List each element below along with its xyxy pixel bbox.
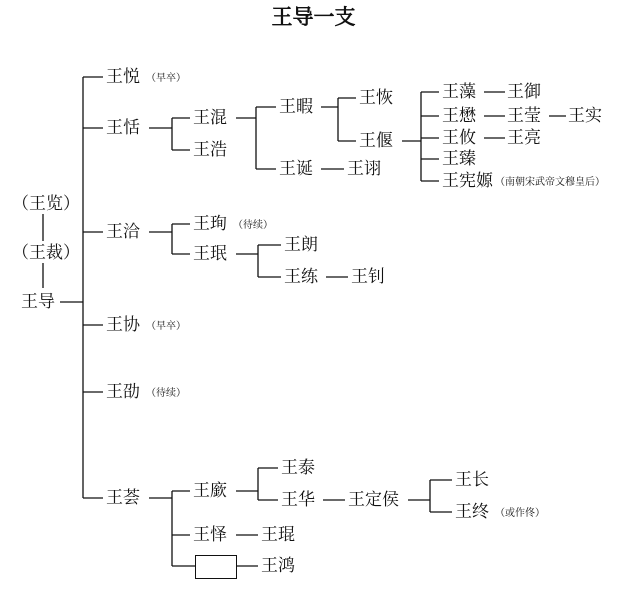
node-wang-chang: 王长	[455, 470, 489, 490]
node-wang-liang: 王亮	[507, 128, 541, 148]
node-wang-hao: 王浩	[193, 140, 227, 160]
node-wang-guai: 王怿	[193, 525, 227, 545]
node-wang-zhong: 王终 （或作佟）	[455, 502, 545, 522]
node-wang-shi: 王实	[568, 106, 602, 126]
node-wang-qia: 王洽	[106, 222, 140, 242]
node-wang-hui: 王荟	[106, 488, 140, 508]
node-wang-xianyuan: 王宪嫄 （南朝宋武帝文穆皇后）	[442, 171, 605, 191]
node-wang-xun: 王珣 （待续）	[193, 214, 273, 234]
node-wang-xia: 王暇	[279, 97, 313, 117]
node-wang-xu: 王诩	[347, 159, 381, 179]
node-wang-hun: 王混	[193, 108, 227, 128]
node-wang-zhao: 王钊	[351, 267, 385, 287]
node-wang-lang: 王朗	[284, 235, 318, 255]
node-wang-tian: 王恬	[106, 118, 140, 138]
node-wang-shao: 王劭 （待续）	[106, 382, 186, 402]
unknown-name-box	[195, 555, 237, 579]
root-wang-dao: 王导	[21, 292, 55, 312]
node-wang-ying: 王莹	[507, 106, 541, 126]
node-wang-zao: 王藻	[442, 82, 476, 102]
diagram-title: 王导一支	[271, 4, 356, 29]
node-wang-yu-6: 王御	[507, 82, 541, 102]
note-wang-xie: （早卒）	[146, 321, 186, 332]
node-wang-mao: 王懋	[442, 106, 476, 126]
note-wang-zhong: （或作佟）	[495, 508, 545, 519]
node-wang-yue: 王悦 （早卒）	[106, 67, 186, 87]
node-wang-yan: 王偃	[359, 131, 393, 151]
node-wang-lian: 王练	[284, 267, 318, 287]
node-wang-kun: 王琨	[261, 525, 295, 545]
node-wang-min: 王珉	[193, 244, 227, 264]
node-wang-kui: 王恢	[359, 88, 393, 108]
node-wang-dinghou: 王定侯	[348, 490, 399, 510]
node-wang-zhen: 王臻	[442, 149, 476, 169]
ancestor-wang-cai: （王裁）	[12, 243, 80, 263]
node-wang-dan: 王诞	[279, 159, 313, 179]
node-wang-hong: 王鸿	[261, 556, 295, 576]
node-wang-tai: 王泰	[281, 458, 315, 478]
node-wang-yi: 王廞	[193, 481, 227, 501]
note-wang-xun: （待续）	[233, 220, 273, 231]
note-wang-shao: （待续）	[146, 388, 186, 399]
node-wang-hua: 王华	[281, 490, 315, 510]
note-wang-xianyuan: （南朝宋武帝文穆皇后）	[495, 177, 605, 188]
note-wang-yue: （早卒）	[146, 73, 186, 84]
node-wang-you: 王攸	[442, 128, 476, 148]
ancestor-wang-lan: （王览）	[12, 194, 80, 214]
node-wang-xie: 王协 （早卒）	[106, 315, 186, 335]
